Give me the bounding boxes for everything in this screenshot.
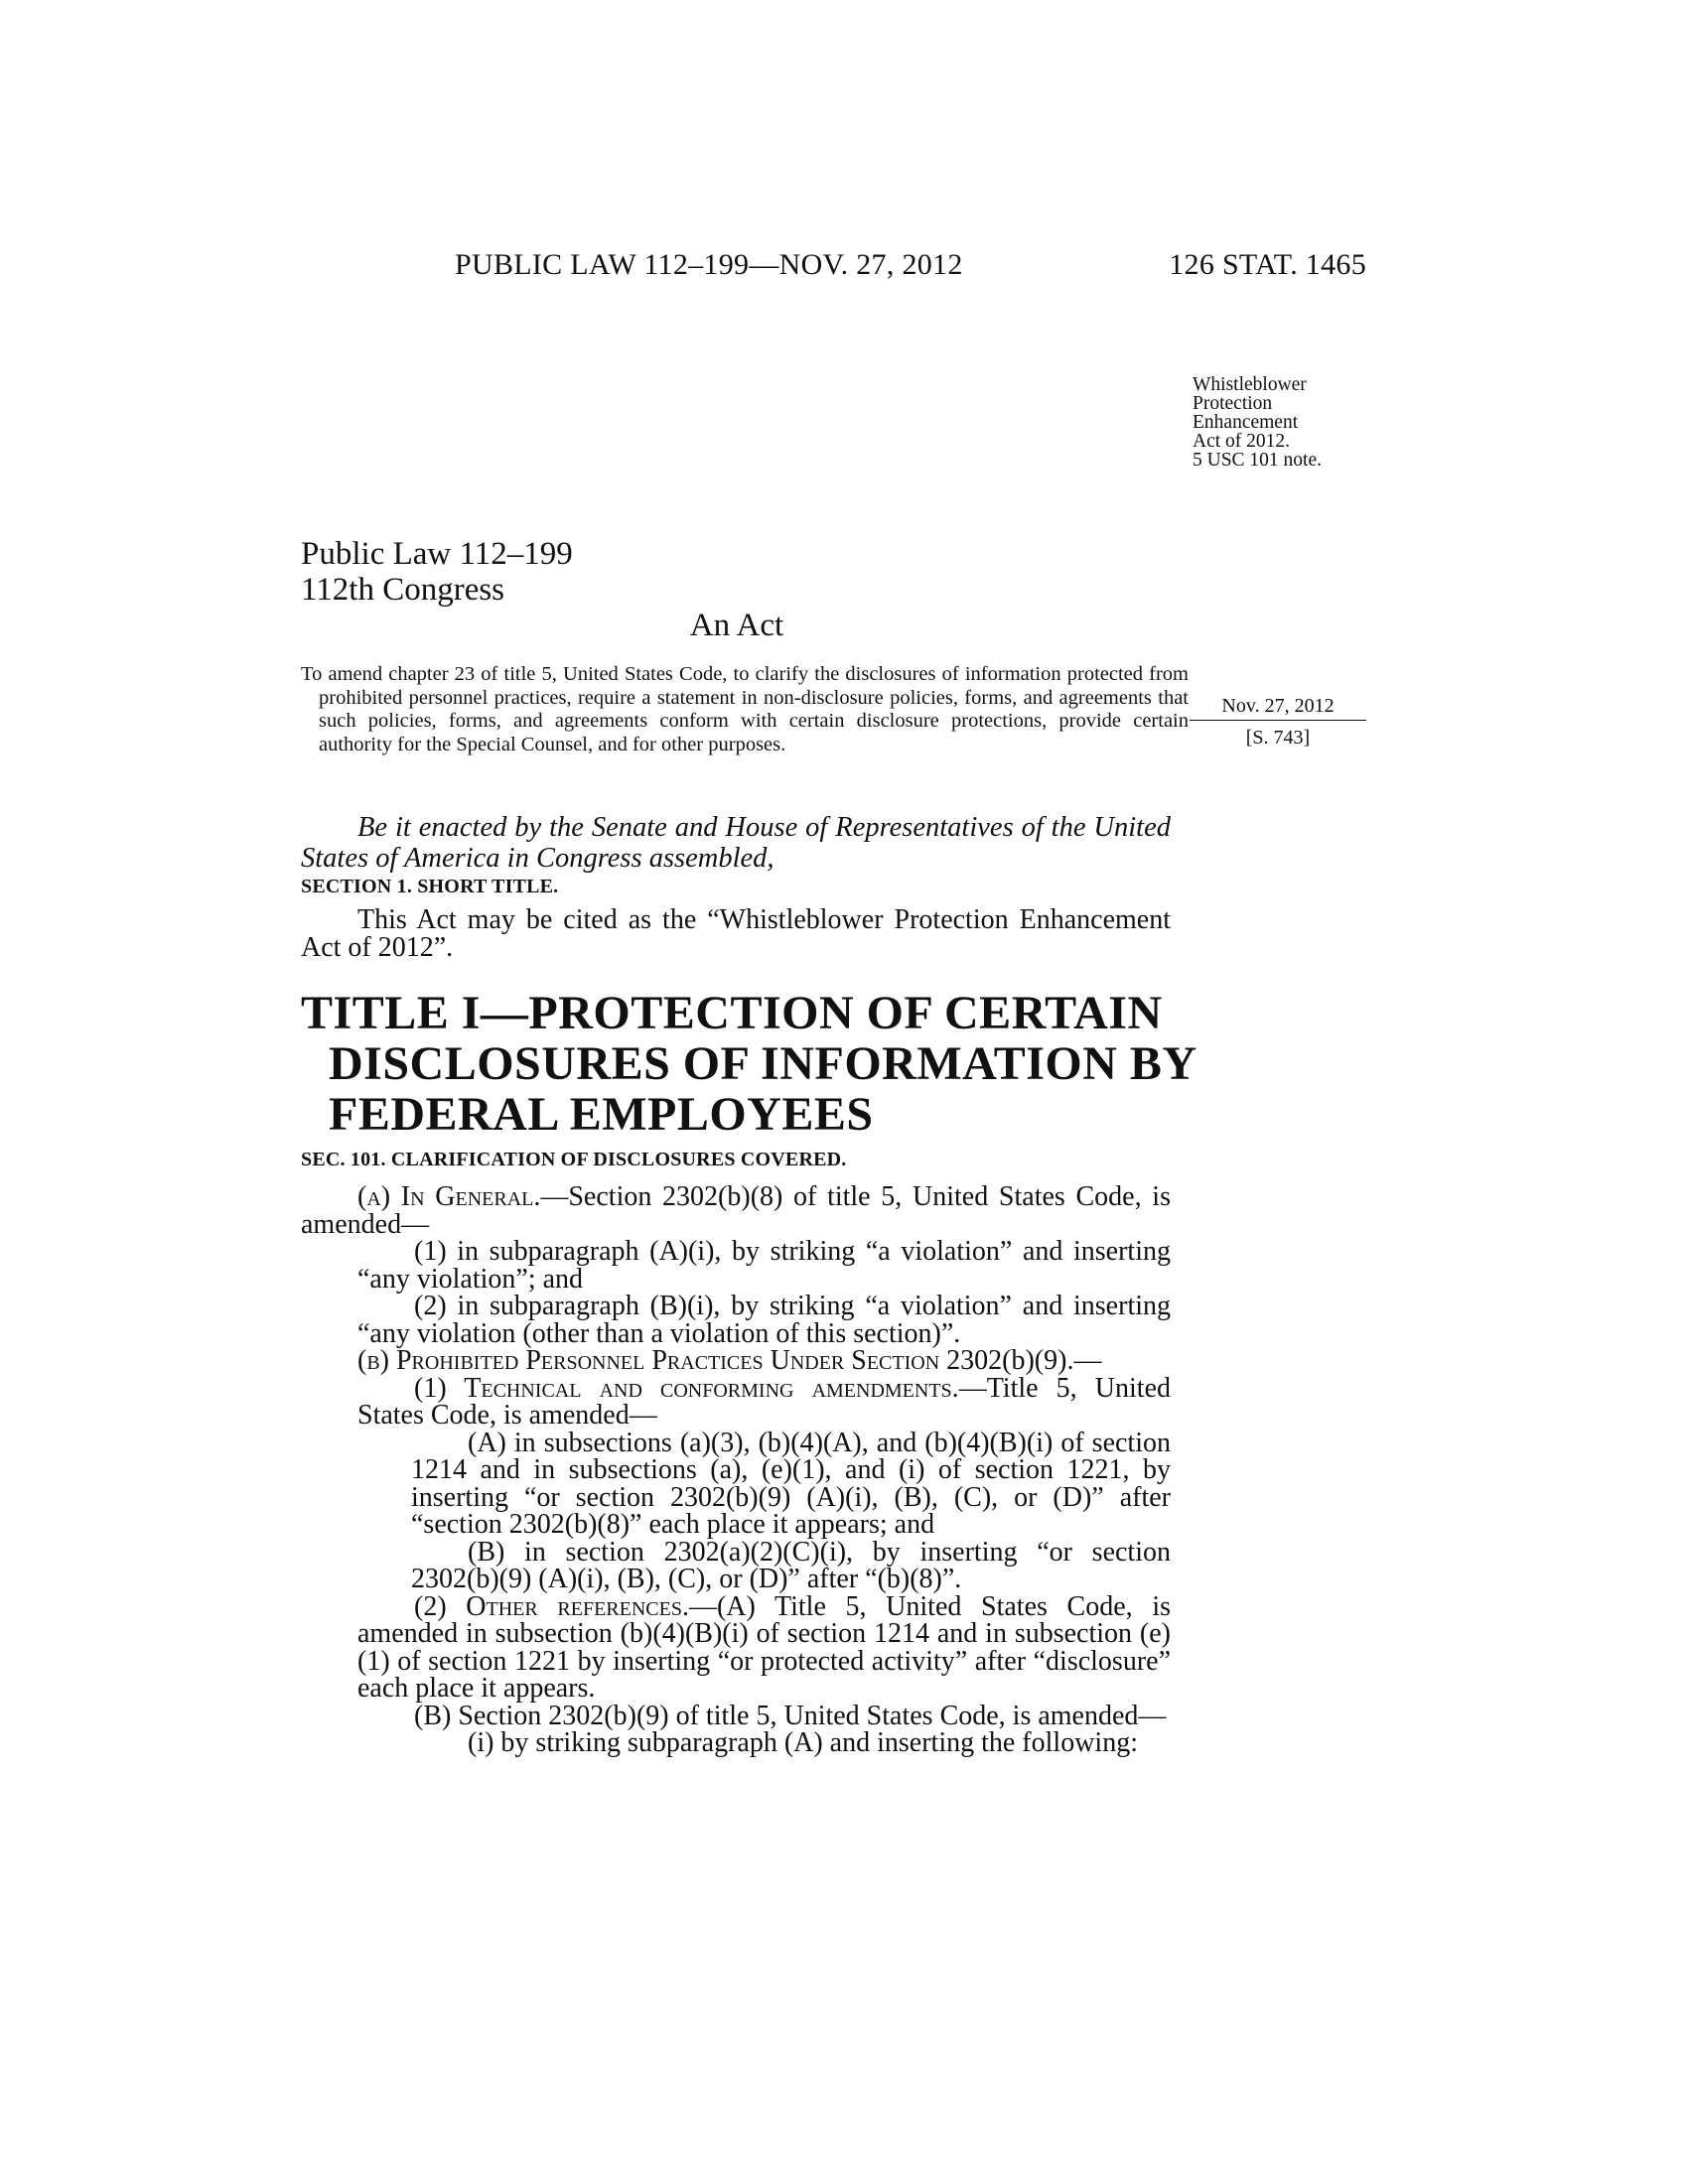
section-101-body <box>301 1183 1171 1757</box>
section-101-heading: SEC. 101. CLARIFICATION OF DISCLOSURES COVERED. <box>301 1149 847 1170</box>
clause-b-2-B-i: (i) by striking subparagraph (A) and inserting the following: <box>468 1727 1138 1758</box>
subsection-a <box>301 1183 1171 1238</box>
side-note-line: 5 USC 101 note. <box>1193 450 1323 471</box>
paragraph-b-2 <box>301 1590 1171 1704</box>
side-note-line: Enhancement <box>1193 412 1299 433</box>
purpose-clause: To amend chapter 23 of title 5, United States Code, to clarify the disclosures of information protected from prohibited personnel practices, require a statement in non-disclosure policies, forms, and agreements that such policies, forms, and agreements conform with certain disclosure protections, provide certain authority for the Special Counsel, and for other purposes. <box>301 663 1189 755</box>
subsection-b <box>301 1347 1171 1375</box>
paragraph-a-2: (2) in subparagraph (B)(i), by striking “a violation” and inserting “any violation (other than a violation of this section)”. <box>357 1291 1171 1349</box>
law-number: Public Law 112–199 <box>301 536 573 572</box>
title-heading: TITLE I—PROTECTION OF CERTAIN DISCLOSURES OF INFORMATION BY FEDERAL EMPLOYEES <box>301 987 1196 1141</box>
congress-number: 112th Congress <box>301 572 505 608</box>
subsection-a-text: —Section 2302(b)(8) of title 5, United States Code, is amended— <box>301 1181 1171 1240</box>
subsection-b-label: (b) Prohibited Personnel Practices Under Section <box>357 1345 940 1376</box>
paragraph-b-2-label: (2) Other references. <box>414 1590 689 1622</box>
running-head-citation: PUBLIC LAW 112–199—NOV. 27, 2012 <box>455 248 963 281</box>
paragraph-b-1 <box>301 1372 1171 1431</box>
paragraph-a-1: (1) in subparagraph (A)(i), by striking “a violation” and inserting “any violation”; and <box>357 1236 1171 1295</box>
law-designation <box>301 536 573 608</box>
subparagraph-b-1-B: (B) in section 2302(a)(2)(C)(i), by inserting “or section 2302(b)(9) (A)(i), (B), (C), or (D)” after “(b)(8)”. <box>411 1536 1171 1594</box>
enacting-clause: Be it enacted by the Senate and House of Representatives of the United States of America in Congress assembled, <box>301 812 1171 874</box>
side-note-line: Act of 2012. <box>1193 431 1291 452</box>
act-title: An Act <box>689 608 784 643</box>
paragraph-b-2-text: —(A) Title 5, United States Code, is amended in subsection (b)(4)(B)(i) of section 1214 and in subsection (e)(1) of section 1221 by inserting “or protected activity” after “disclosure” each place it appears. <box>357 1590 1171 1704</box>
subparagraph-b-1-A: (A) in subsections (a)(3), (b)(4)(A), and (b)(4)(B)(i) of section 1214 and in subsections (a), (e)(1), and (i) of section 1221, by inserting “or section 2302(b)(9) (A)(i), (B), (C), or (D)” after “section 2302(b)(8)” each place it appears; and <box>411 1427 1171 1540</box>
paragraph-b-1-text: —Title 5, United States Code, is amended— <box>357 1372 1171 1431</box>
section-1-heading: SECTION 1. SHORT TITLE. <box>301 876 559 897</box>
section-1-text: This Act may be cited as the “Whistleblower Protection Enhancement Act of 2012”. <box>301 904 1171 963</box>
subsection-a-label: (a) In General. <box>357 1181 541 1212</box>
subparagraph-b-2-B: (B) Section 2302(b)(9) of title 5, United States Code, is amended— <box>414 1700 1167 1731</box>
side-note <box>1193 375 1381 470</box>
margin-approval-date: Nov. 27, 2012 <box>1190 695 1366 721</box>
side-note-line: Protection <box>1193 393 1273 414</box>
subsection-b-text: 2302(b)(9).— <box>939 1345 1102 1376</box>
paragraph-b-1-label: (1) Technical and conforming amendments. <box>414 1372 959 1404</box>
side-note-line: Whistleblower <box>1193 374 1307 395</box>
running-head-statute-page: 126 STAT. 1465 <box>1169 248 1366 281</box>
margin-bill-number: [S. 743] <box>1245 727 1311 749</box>
